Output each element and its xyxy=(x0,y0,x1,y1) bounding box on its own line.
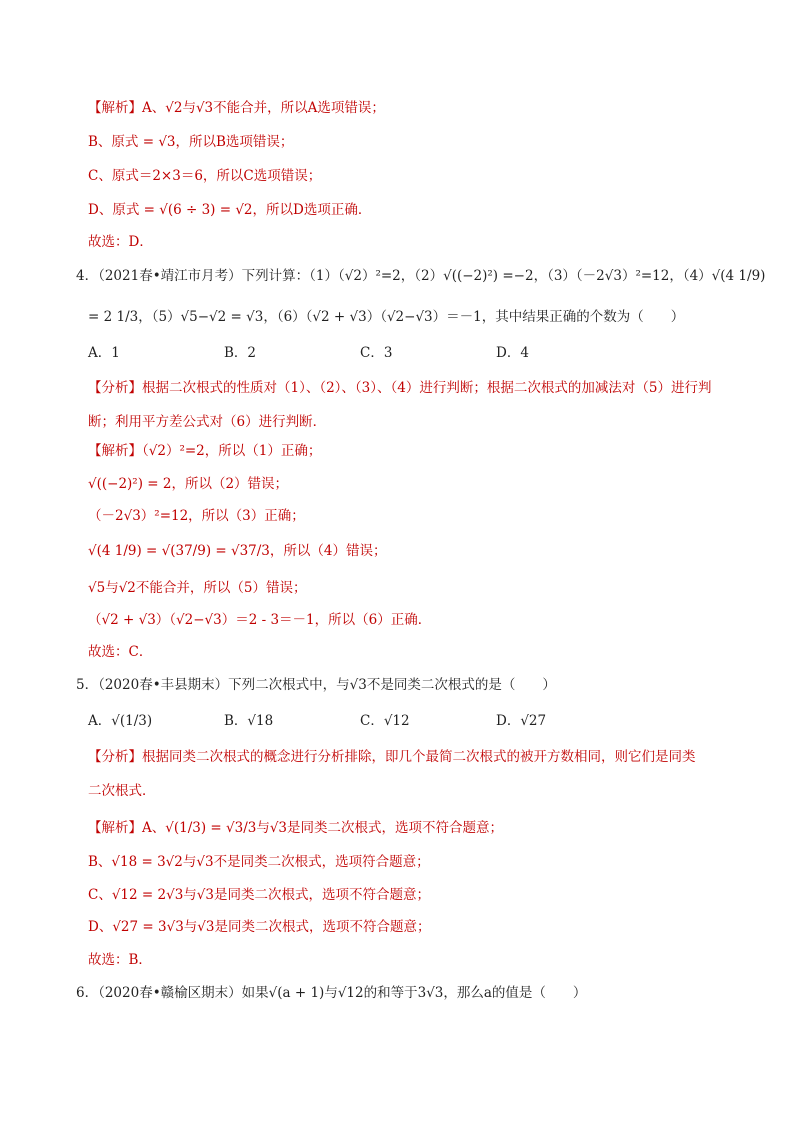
q3-answer: 故选：D． xyxy=(88,234,153,250)
q5-analysis-line1: 【分析】根据同类二次根式的概念进行分析排除，即几个最简二次根式的被开方数相同，则它们是同类 xyxy=(88,749,696,765)
q4-option-a: A．1 xyxy=(88,345,120,361)
q4-solution-1: 【解析】（√2）²=2，所以（1）正确； xyxy=(88,443,322,459)
q4-solution-5: √5与√2不能合并，所以（5）错误； xyxy=(88,580,307,596)
q5-option-a: A．√(1/3) xyxy=(88,713,153,729)
q5-solution-d: D、√27 = 3√3与√3是同类二次根式，选项不符合题意； xyxy=(88,919,431,935)
q5-option-d: D．√27 xyxy=(496,713,547,729)
q3-solution-b: B、原式 = √3，所以B选项错误； xyxy=(88,134,294,150)
q6-stem: 6．（2020春•赣榆区期末）如果√(a + 1)与√12的和等于3√3，那么a的值是（ ） xyxy=(76,985,587,1001)
q4-stem-line2: = 2 1/3，（5）√5−√2 = √3，（6）（√2 + √3）（√2−√3）＝－1，其中结果正确的个数为（ ） xyxy=(88,309,685,325)
q4-answer: 故选：C． xyxy=(88,644,153,660)
q4-analysis-line2: 断；利用平方差公式对（6）进行判断． xyxy=(88,414,327,430)
q4-option-c: C．3 xyxy=(360,345,393,361)
q5-solution-c: C、√12 = 2√3与√3是同类二次根式，选项不符合题意； xyxy=(88,887,430,903)
q5-solution-b: B、√18 = 3√2与√3不是同类二次根式，选项符合题意； xyxy=(88,854,430,870)
q5-answer: 故选：B． xyxy=(88,952,152,968)
q3-solution-d: D、原式 = √(6 ÷ 3) = √2，所以D选项正确． xyxy=(88,202,372,218)
q4-solution-4: √(4 1/9) = √(37/9) = √37/3，所以（4）错误； xyxy=(88,543,387,559)
q5-stem: 5．（2020春•丰县期末）下列二次根式中，与√3不是同类二次根式的是（ ） xyxy=(76,677,556,693)
q4-solution-3: （－2√3）²=12，所以（3）正确； xyxy=(88,508,305,524)
q5-option-c: C．√12 xyxy=(360,713,410,729)
q5-option-b: B．√18 xyxy=(224,713,274,729)
q4-solution-6: （√2 + √3）（√2−√3）＝2 - 3＝－1，所以（6）正确． xyxy=(88,612,432,628)
q4-option-b: B．2 xyxy=(224,345,257,361)
q4-stem-line1: 4．（2021春•靖江市月考）下列计算：（1）（√2）²=2，（2）√((−2)²) =−2，（3）（－2√3）²=12，（4）√(4 1/9) xyxy=(76,268,766,284)
q4-analysis-line1: 【分析】根据二次根式的性质对（1）、（2）、（3）、（4）进行判断；根据二次根式的加减法对（5）进行判 xyxy=(88,380,712,396)
q3-solution-a: 【解析】A、√2与√3不能合并，所以A选项错误； xyxy=(88,100,385,116)
q5-analysis-line2: 二次根式． xyxy=(88,783,156,799)
q4-option-d: D．4 xyxy=(496,345,529,361)
q5-solution-a: 【解析】A、√(1/3) = √3/3与√3是同类二次根式，选项不符合题意； xyxy=(88,820,504,836)
q3-solution-c: C、原式＝2×3＝6，所以C选项错误； xyxy=(88,168,322,184)
q4-solution-2: √((−2)²) = 2，所以（2）错误； xyxy=(88,476,289,492)
